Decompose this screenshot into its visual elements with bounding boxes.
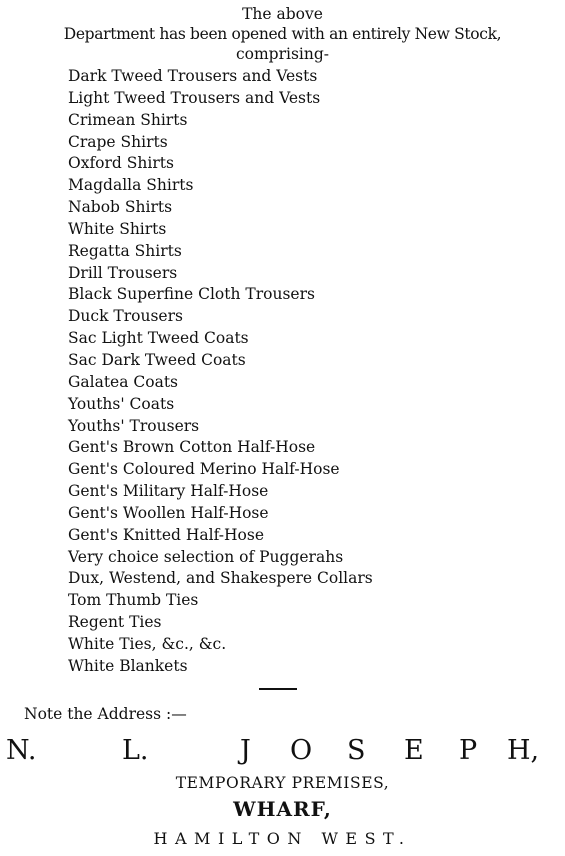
stock-item: Crimean Shirts xyxy=(68,110,188,129)
stock-item: Sac Light Tweed Coats xyxy=(68,329,249,348)
stock-item: Gent's Brown Cotton Half-Hose xyxy=(68,438,316,457)
name-letter: S xyxy=(347,735,366,766)
intro-line-1: The above xyxy=(242,5,323,23)
intro-block xyxy=(0,4,565,64)
stock-item: Gent's Coloured Merino Half-Hose xyxy=(68,460,340,479)
address-note: Note the Address :— xyxy=(24,705,187,723)
stock-item: White Ties, &c., &c. xyxy=(68,634,227,653)
stock-item: Gent's Knitted Half-Hose xyxy=(68,525,265,544)
stock-item: Light Tweed Trousers and Vests xyxy=(68,88,321,107)
place-line: HAMILTON WEST. xyxy=(153,829,412,848)
intro-line-2: Department has been opened with an entirely New Stock, xyxy=(63,25,502,43)
stock-item: Black Superfine Cloth Trousers xyxy=(68,285,315,304)
stock-item: Tom Thumb Ties xyxy=(68,591,199,610)
stock-item: Galatea Coats xyxy=(68,372,179,391)
divider-rule xyxy=(259,688,297,690)
stock-item: Magdalla Shirts xyxy=(68,176,194,195)
stock-item: Duck Trousers xyxy=(68,307,183,326)
stock-item: Youths' Coats xyxy=(68,394,175,413)
stock-item: White Shirts xyxy=(68,219,167,238)
stock-item: Sac Dark Tweed Coats xyxy=(68,350,246,369)
name-letter: E xyxy=(404,735,424,766)
merchant-name xyxy=(0,733,565,769)
name-letter: N. xyxy=(6,735,37,766)
stock-item: Regent Ties xyxy=(68,613,162,632)
name-letter: P xyxy=(459,735,478,766)
stock-item: Youths' Trousers xyxy=(68,416,200,435)
stock-item: Gent's Military Half-Hose xyxy=(68,482,269,501)
stock-item: Gent's Woollen Half-Hose xyxy=(68,503,269,522)
intro-line-3: comprising- xyxy=(235,45,330,63)
stock-list xyxy=(68,66,373,678)
stock-item: Dux, Westend, and Shakespere Collars xyxy=(68,569,373,588)
wharf-line: WHARF, xyxy=(233,797,332,821)
stock-item: Dark Tweed Trousers and Vests xyxy=(68,67,318,85)
name-letter: J xyxy=(240,735,251,766)
name-letter: L. xyxy=(122,735,149,766)
stock-item: White Blankets xyxy=(68,656,188,675)
name-letter: O xyxy=(290,735,313,766)
premises-line: TEMPORARY PREMISES, xyxy=(175,774,390,792)
stock-item: Regatta Shirts xyxy=(68,241,182,260)
stock-item: Crape Shirts xyxy=(68,132,168,151)
stock-item: Nabob Shirts xyxy=(68,198,173,217)
stock-item: Oxford Shirts xyxy=(68,154,174,173)
name-letter: H, xyxy=(507,735,540,766)
stock-item: Drill Trousers xyxy=(68,263,178,282)
stock-item: Very choice selection of Puggerahs xyxy=(68,547,344,566)
